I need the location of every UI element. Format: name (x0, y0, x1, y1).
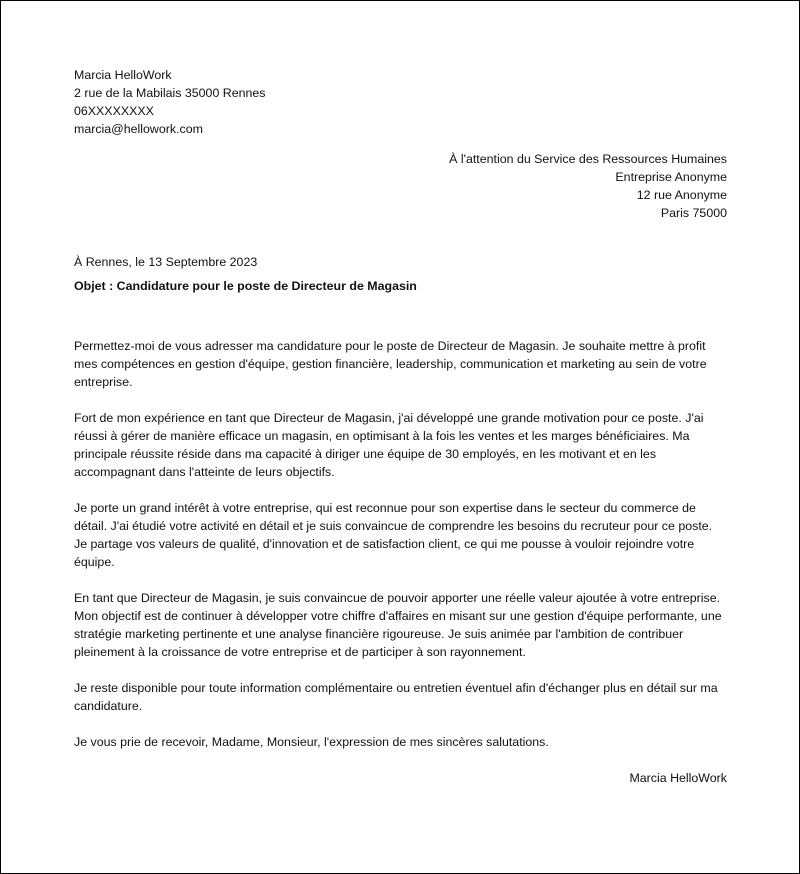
paragraph-3: Je porte un grand intérêt à votre entreprise, qui est reconnue pour son expertise dans le secteur du commerce de détail. J'ai étudié votre activité en détail et je suis convaincue de comprendre les besoins du recruteur pour ce poste. Je partage vos valeurs de qualité, d'innovation et de satisfaction client, ce qui me pousse à vouloir rejoindre votre équipe. (74, 501, 713, 569)
subject-line: Objet : Candidature pour le poste de Directeur de Magasin (74, 279, 417, 293)
recipient-street: 12 rue Anonyme (636, 188, 727, 202)
sender-address: 2 rue de la Mabilais 35000 Rennes (74, 86, 266, 100)
paragraph-6: Je vous prie de recevoir, Madame, Monsieur, l'expression de mes sincères salutations. (74, 735, 549, 749)
sender-email: marcia@hellowork.com (74, 122, 203, 136)
recipient-company: Entreprise Anonyme (615, 170, 727, 184)
letter-body (74, 337, 727, 751)
signature: Marcia HelloWork (629, 771, 727, 785)
recipient-city: Paris 75000 (660, 206, 727, 220)
paragraph-1: Permettez-moi de vous adresser ma candidature pour le poste de Directeur de Magasin. Je souhaite mettre à profit mes compétences en gestion d'équipe, gestion financière, leadership, communication et marketing au sein de votre entreprise. (74, 339, 707, 389)
sender-phone: 06XXXXXXXX (74, 104, 154, 118)
date-line: À Rennes, le 13 Septembre 2023 (74, 255, 258, 269)
sender-name: Marcia HelloWork (74, 68, 172, 82)
letter-content (74, 66, 727, 787)
sender-block (74, 66, 727, 138)
recipient-block (74, 150, 727, 222)
paragraph-4: En tant que Directeur de Magasin, je suis convaincue de pouvoir apporter une réelle valeur ajoutée à votre entreprise. Mon objectif est de continuer à développer votre chiffre d'affaires en misant sur une gestion d'équipe performante, une stratégie marketing pertinente et une analyse financière rigoureuse. Je suis animée par l'ambition de contribuer pleinement à la croissance de votre entreprise et de participer à son rayonnement. (74, 591, 722, 659)
paragraph-5: Je reste disponible pour toute information complémentaire ou entretien éventuel afin d'échanger plus en détail sur ma candidature. (74, 681, 718, 713)
paragraph-2: Fort de mon expérience en tant que Directeur de Magasin, j'ai développé une grande motivation pour ce poste. J'ai réussi à gérer de manière efficace un magasin, en optimisant à la fois les ventes et les marges bénéficiaires. Ma principale réussite réside dans ma capacité à diriger une équipe de 30 employés, en les motivant et en les accompagnant dans l'atteinte de leurs objectifs. (74, 411, 704, 479)
recipient-attention: À l'attention du Service des Ressources Humaines (449, 152, 727, 166)
